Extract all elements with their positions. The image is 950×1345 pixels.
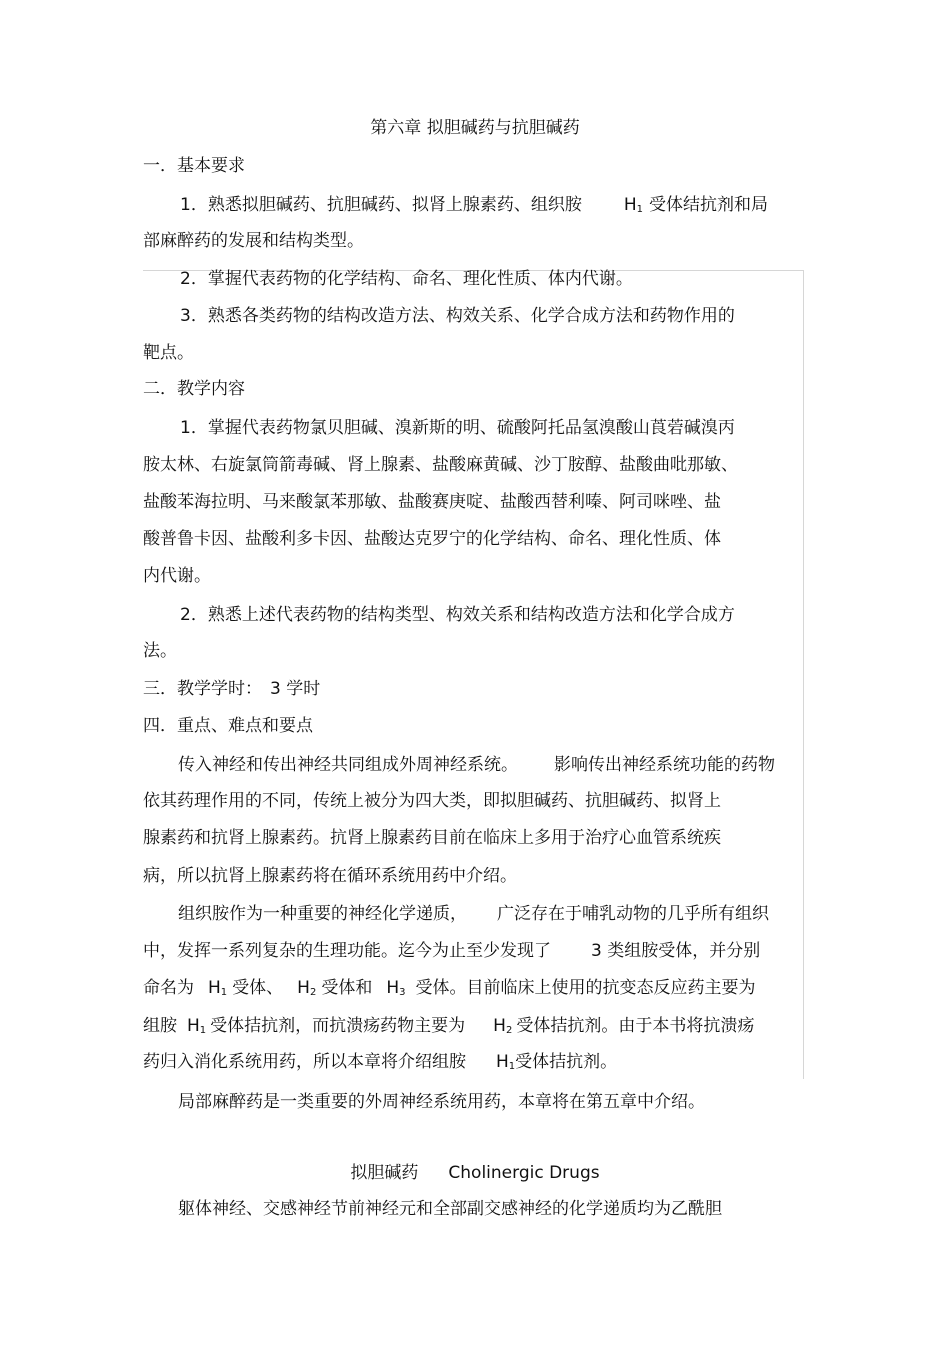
content-1-line-4: 酸普鲁卡因、盐酸利多卡因、盐酸达克罗宁的化学结构、命名、理化性质、体	[143, 529, 721, 549]
para-2-line-2: 中，发挥一系列复杂的生理功能。迄今为止至少发现了 3 类组胺受体，并分别	[143, 941, 761, 961]
content-1-line-2: 胺太林、右旋氯筒箭毒碱、肾上腺素、盐酸麻黄碱、沙丁胺醇、盐酸曲吡那敏、	[143, 455, 738, 475]
content-1-line-5: 内代谢。	[143, 566, 211, 586]
para-1-line-2: 依其药理作用的不同，传统上被分为四大类，即拟胆碱药、抗胆碱药、拟肾上	[143, 791, 721, 811]
hours-value: 3 学时	[270, 679, 321, 699]
para-1-line-1: 传入神经和传出神经共同组成外周神经系统。 影响传出神经系统功能的药物	[178, 755, 775, 775]
para-1-line-4: 病，所以抗肾上腺素药将在循环系统用药中介绍。	[143, 866, 517, 886]
section-heading-requirements: 一．基本要求	[143, 156, 245, 176]
requirement-3-line-1: 3．熟悉各类药物的结构改造方法、构效关系、化学合成方法和药物作用的	[180, 306, 735, 326]
para-2-line-1: 组织胺作为一种重要的神经化学递质， 广泛存在于哺乳动物的几乎所有组织	[178, 904, 769, 924]
section-title-cholinergic: 拟胆碱药 Cholinergic Drugs	[350, 1163, 600, 1183]
chapter-title: 第六章 拟胆碱药与抗胆碱药	[370, 118, 580, 138]
para-1-line-3: 腺素药和抗肾上腺素药。抗肾上腺素药目前在临床上多用于治疗心血管系统疾	[143, 828, 721, 848]
requirement-1-line-2: 部麻醉药的发展和结构类型。	[143, 231, 364, 251]
requirement-3-line-2: 靶点。	[143, 343, 194, 363]
section-heading-hours: 三．教学学时： 3 学时	[143, 679, 321, 699]
content-2-line-1: 2．熟悉上述代表药物的结构类型、构效关系和结构改造方法和化学合成方	[180, 605, 735, 625]
para-2-line-3: 命名为 $H_1$ 受体、 $H_2$ 受体和 $H_3$ 受体。目前临床上使用的抗变态反应药主要为	[143, 978, 756, 998]
content-2-line-2: 法。	[143, 641, 177, 661]
cholinergic-para-1: 躯体神经、交感神经节前神经元和全部副交感神经的化学递质均为乙酰胆	[178, 1199, 722, 1219]
para-3: 局部麻醉药是一类重要的外周神经系统用药，本章将在第五章中介绍。	[178, 1092, 705, 1112]
section-heading-keypoints: 四．重点、难点和要点	[143, 716, 313, 736]
section-heading-content: 二．教学内容	[143, 379, 245, 399]
requirement-1-line-1: 1．熟悉拟胆碱药、抗胆碱药、拟肾上腺素药、组织胺 $H_1$ 受体结抗剂和局	[180, 195, 768, 215]
requirement-2: 2．掌握代表药物的化学结构、命名、理化性质、体内代谢。	[180, 269, 633, 289]
para-2-line-5: 药归入消化系统用药，所以本章将介绍组胺 $H_1$受体拮抗剂。	[143, 1052, 618, 1072]
para-2-line-4: 组胺 $H_1$ 受体拮抗剂，而抗溃疡药物主要为 $H_2$ 受体拮抗剂。由于本书将抗溃疡	[143, 1016, 755, 1036]
content-1-line-1: 1．掌握代表药物氯贝胆碱、溴新斯的明、硫酸阿托品氢溴酸山莨菪碱溴丙	[180, 418, 735, 438]
content-1-line-3: 盐酸苯海拉明、马来酸氯苯那敏、盐酸赛庚啶、盐酸西替利嗪、阿司咪唑、盐	[143, 492, 721, 512]
